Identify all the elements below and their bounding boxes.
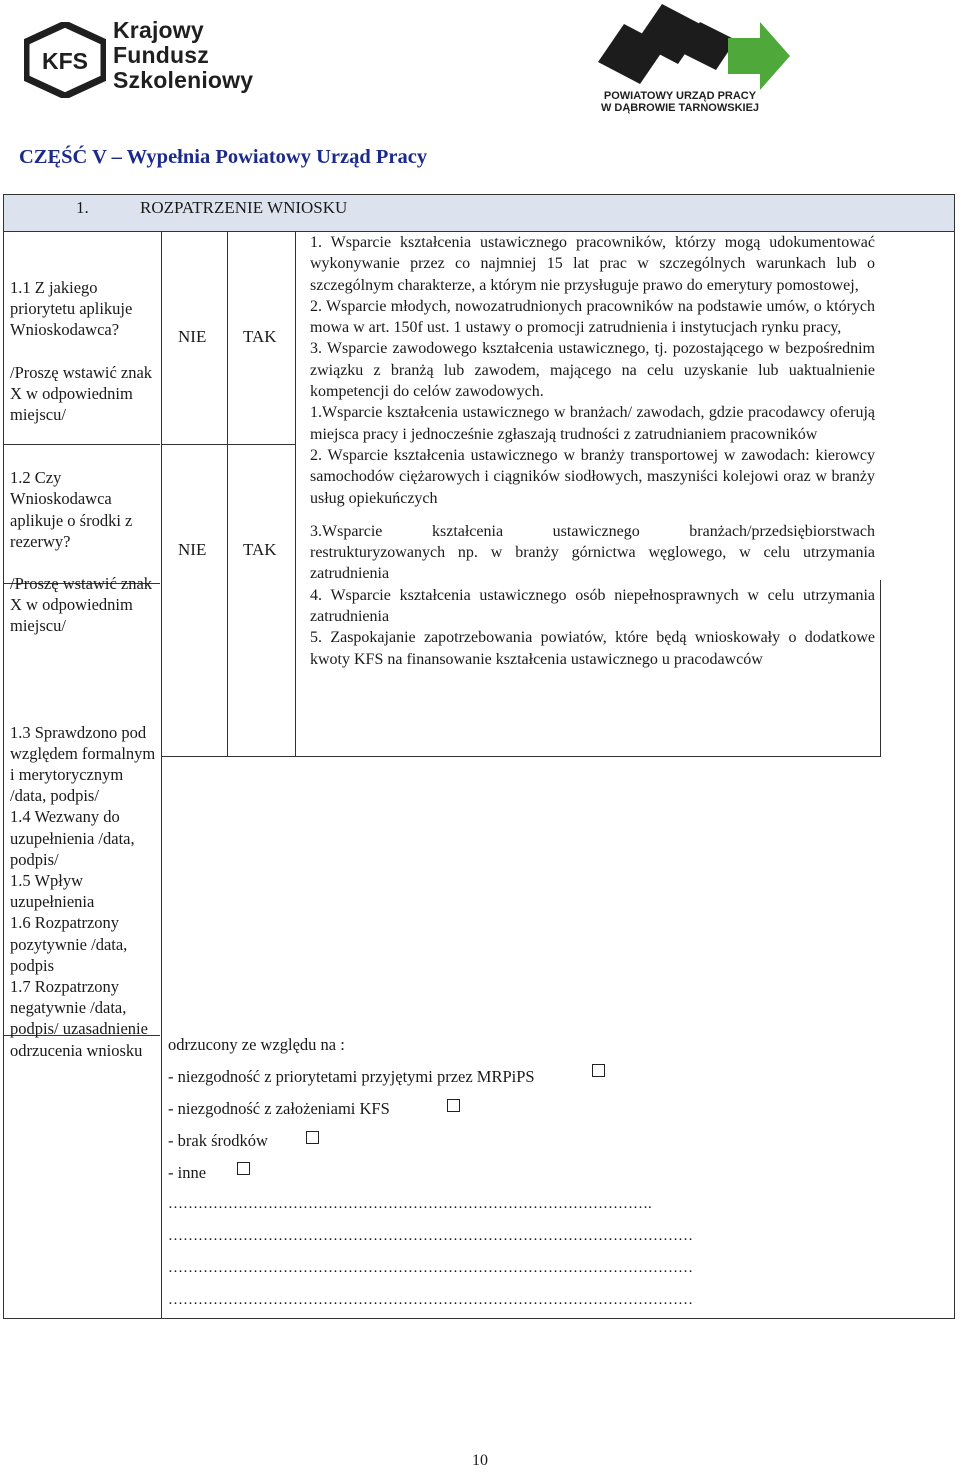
dotted-line-2[interactable]: …………………………………………………………………………………………… [168, 1228, 693, 1244]
section-title: ROZPATRZENIE WNIOSKU [140, 198, 348, 217]
dotted-line-4[interactable]: …………………………………………………………………………………………… [168, 1292, 693, 1308]
kfs-logo-line1: Krajowy [113, 17, 204, 43]
pup-logo-mark [596, 2, 792, 92]
dotted-line-1[interactable]: ……………………………………………………………………………………. [168, 1196, 652, 1212]
reserve-priority-3: 3.Wsparcie kształcenia ustawicznego branżach/przedsiębiorstwach restrukturyzowanych np. w branży górnictwa węglowego, w celu utrzymania zatrudnienia [310, 522, 875, 583]
option-no-row1[interactable]: NIE [178, 327, 207, 346]
priority-2: 2. Wsparcie młodych, nowozatrudnionych pracowników na podstawie umów, o których mowa w art. 150f ust. 1 ustawy o promocji zatrudnienia i instytucjach rynku pracy, [310, 297, 875, 337]
field-1-7: 1.7 Rozpatrzony negatywnie /data, podpis/ uzasadnienie odrzucenia wniosku [10, 977, 148, 1060]
table-border-left [3, 232, 4, 1319]
column-divider-main [161, 232, 162, 1319]
column-divider-options [227, 232, 228, 757]
dotted-line-3[interactable]: …………………………………………………………………………………………… [168, 1260, 693, 1276]
priorities-list [310, 232, 875, 670]
reserve-priority-2: 2. Wsparcie kształcenia ustawicznego w branży transportowej w zawodach: kierowcy samochodów ciężarowych i ciągników siodłowych, maszyniści kolejowi oraz w branży usług opiekuńczych [310, 446, 875, 507]
pup-logo-line1: POWIATOWY URZĄD PRACY [603, 90, 757, 102]
field-1-4: 1.4 Wezwany do uzupełnienia /data, podpis/ [10, 807, 135, 869]
pup-logo-line2: W DĄBROWIE TARNOWSKIEJ [600, 102, 760, 114]
rejection-label: odrzucony ze względu na : [168, 1035, 345, 1054]
table-border-bottom [3, 1318, 955, 1319]
row-divider-priorities-bottom [161, 756, 881, 757]
kfs-logo-line3: Szkoleniowy [113, 67, 254, 93]
question-1-2: 1.2 Czy Wnioskodawca aplikuje o środki z rezerwy? [10, 468, 133, 551]
reserve-priority-1: 1.Wsparcie kształcenia ustawicznego w branżach/ zawodach, gdzie pracodawcy oferują miejsca pracy i jednocześnie zgłaszają trudności z zatrudnianiem pracowników [310, 404, 875, 443]
field-1-5: 1.5 Wpływ uzupełnienia [10, 871, 95, 912]
table-border-right [954, 232, 955, 1319]
column-divider-priorities [295, 232, 296, 757]
checkbox-reason-other[interactable] [237, 1162, 250, 1175]
kfs-logo-text [113, 18, 253, 93]
column-divider-right-inner [880, 580, 881, 757]
kfs-mark-text: KFS [42, 48, 88, 74]
instruction-1-1: /Proszę wstawić znak X w odpowiednim miejscu/ [10, 362, 153, 425]
pup-logo-text [600, 90, 760, 114]
option-yes-row2[interactable]: TAK [243, 540, 277, 559]
reserve-priority-4: 4. Wsparcie kształcenia ustawicznego osób niepełnosprawnych w celu utrzymania zatrudnienia [310, 586, 875, 626]
option-no-row2[interactable]: NIE [178, 540, 207, 559]
option-yes-row1[interactable]: TAK [243, 327, 277, 346]
page-number: 10 [472, 1452, 488, 1469]
kfs-logo-line2: Fundusz [113, 42, 209, 68]
row-divider-options-1 [161, 444, 295, 445]
checkbox-reason-priorities[interactable] [592, 1064, 605, 1077]
field-1-6: 1.6 Rozpatrzony pozytywnie /data, podpis [10, 913, 128, 975]
priority-1: 1. Wsparcie kształcenia ustawicznego pracowników, którzy mogą udokumentować wykonywanie przez co najmniej 15 lat prac w szczególnych warunkach lub o szczególnym charakterze, a którym nie przysługuje prawo do emerytury pomostowej, [310, 234, 875, 294]
instruction-1-2: /Proszę wstawić znak X w odpowiednim miejscu/ [10, 574, 153, 636]
checkbox-reason-no-funds[interactable] [306, 1131, 319, 1144]
question-1-1: 1.1 Z jakiego priorytetu aplikuje Wnioskodawca? [10, 278, 133, 340]
reserve-priority-5: 5. Zaspokajanie zapotrzebowania powiatów, które będą wnioskowały o dodatkowe kwoty KFS na finansowanie kształcenia ustawicznego u pracodawców [310, 629, 875, 668]
priority-3: 3. Wsparcie zawodowego kształcenia ustawicznego, tj. pozostającego w bezpośrednim związku z branżą lub zawodem, mającego na celu uzyskanie lub uaktualnienie kompetencji do celów zawodowych. [310, 340, 875, 401]
reason-no-funds: - brak środków [168, 1131, 268, 1150]
field-1-3: 1.3 Sprawdzono pod względem formalnym i merytorycznym /data, podpis/ [10, 722, 156, 806]
reason-other: - inne [168, 1163, 207, 1182]
reason-priorities: - niezgodność z priorytetami przyjętymi przez MRPiPS [168, 1067, 535, 1086]
left-column [10, 277, 158, 1061]
section-number: 1. [76, 198, 89, 217]
part-heading: CZĘŚĆ V – Wypełnia Powiatowy Urząd Pracy [19, 146, 428, 168]
kfs-logo-mark [24, 22, 106, 98]
checkbox-reason-kfs-assumptions[interactable] [447, 1099, 460, 1112]
reason-kfs-assumptions: - niezgodność z założeniami KFS [168, 1099, 390, 1118]
